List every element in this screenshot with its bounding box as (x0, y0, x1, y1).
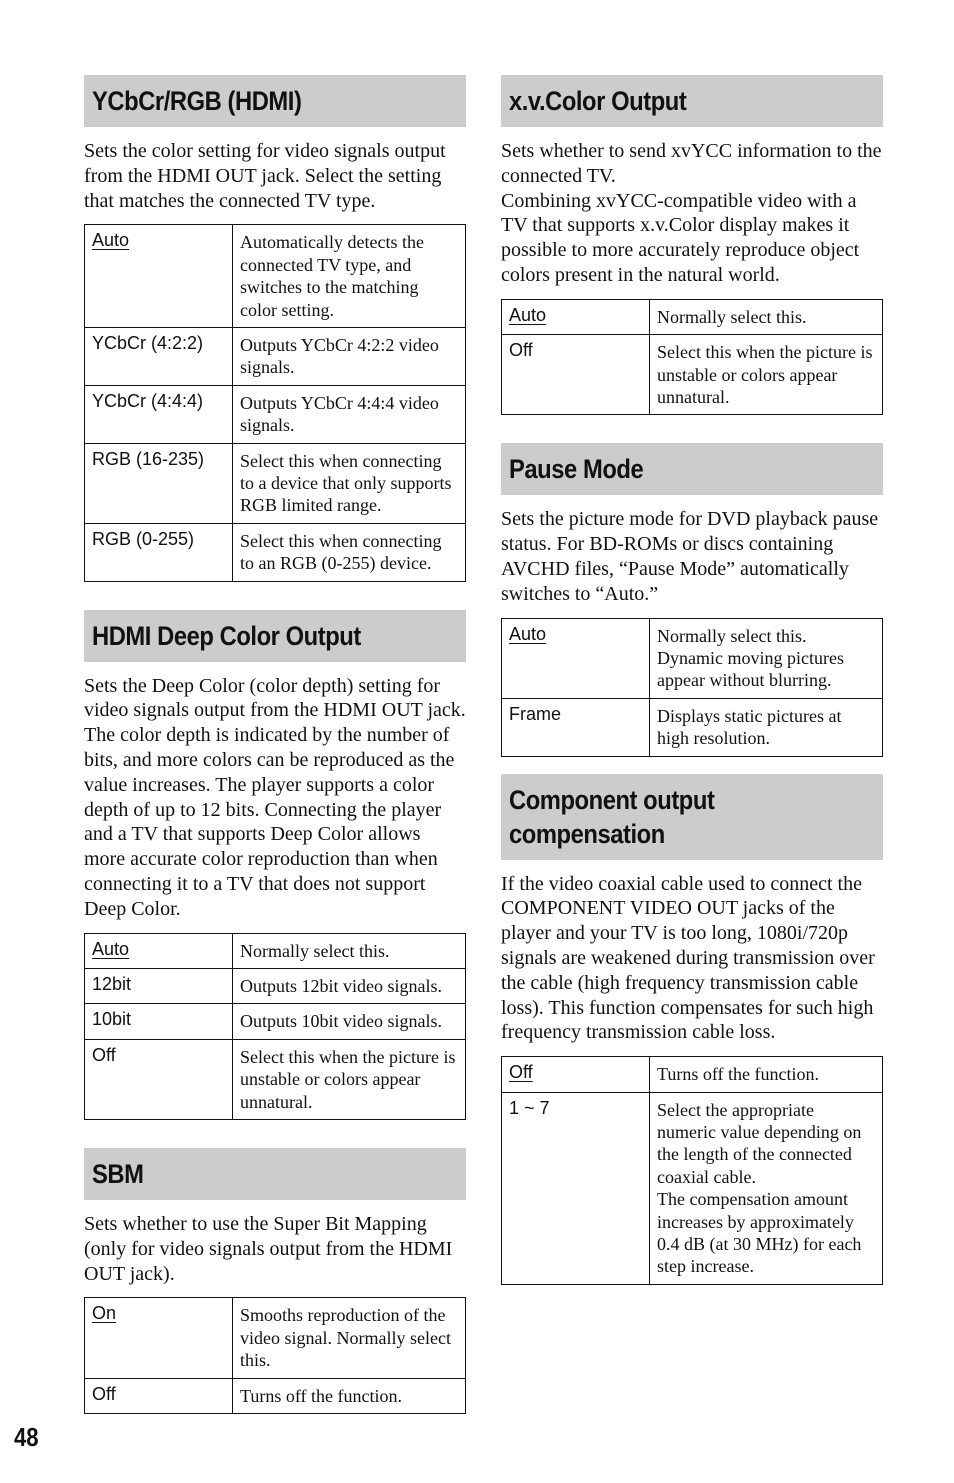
option-description: Smooths reproduction of the video signal. Normally select this. (233, 1298, 466, 1378)
left-column (84, 75, 466, 1414)
option-label: Off (502, 335, 650, 415)
option-description: Select this when connecting to a device that only supports RGB limited range. (233, 443, 466, 523)
section-title-hdmi-deep-color: HDMI Deep Color Output (84, 610, 466, 662)
option-label: 10bit (85, 1004, 233, 1039)
default-option-label: On (92, 1303, 117, 1324)
option-description: Select this when the picture is unstable or colors appear unnatural. (233, 1039, 466, 1119)
option-label: Off (85, 1378, 233, 1413)
option-label: YCbCr (4:4:4) (85, 385, 233, 443)
option-label (85, 933, 233, 968)
option-description: Normally select this. (650, 299, 883, 334)
table-row (502, 618, 883, 698)
section-title-sbm: SBM (84, 1148, 466, 1200)
option-description: Outputs 10bit video signals. (233, 1004, 466, 1039)
option-label: Frame (502, 698, 650, 756)
option-label (502, 618, 650, 698)
default-option-label: Auto (92, 230, 130, 251)
table-row (502, 1092, 883, 1284)
option-description: Turns off the function. (650, 1057, 883, 1092)
option-description: Outputs 12bit video signals. (233, 969, 466, 1004)
option-description: Displays static pictures at high resolution. (650, 698, 883, 756)
table-row (85, 1004, 466, 1039)
table-row (85, 523, 466, 581)
table-row (85, 328, 466, 386)
option-description: Automatically detects the connected TV type, and switches to the matching color setting. (233, 225, 466, 328)
default-option-label: Auto (509, 304, 547, 325)
default-option-label: Off (509, 1062, 533, 1083)
table-row (85, 1039, 466, 1119)
section-description: Sets whether to send xvYCC information to the connected TV. Combining xvYCC-compatible video with a TV that supports x.v.Color display makes it possible to more accurately reproduce object colors present in the natural world. (501, 140, 882, 286)
option-label: YCbCr (4:2:2) (85, 328, 233, 386)
option-description: Normally select this. Dynamic moving pictures appear without blurring. (650, 618, 883, 698)
default-option-label: Auto (509, 623, 547, 644)
table-row (85, 969, 466, 1004)
option-label: Off (85, 1039, 233, 1119)
section-description: If the video coaxial cable used to connect the COMPONENT VIDEO OUT jacks of the player and your TV is too long, 1080i/720p signals are weakened during transmission over the cable (high frequency transmission cable loss). This function compensates for such high frequency transmission cable loss. (501, 872, 875, 1044)
option-description: Turns off the function. (233, 1378, 466, 1413)
default-option-label: Auto (92, 938, 130, 959)
option-label (502, 299, 650, 334)
options-table-sbm (84, 1297, 466, 1414)
options-table-pause-mode (501, 618, 883, 757)
option-label: RGB (16-235) (85, 443, 233, 523)
section-title-xvcolor: x.v.Color Output (501, 75, 883, 127)
table-row (85, 933, 466, 968)
page-number: 48 (14, 1422, 39, 1452)
option-label (85, 1298, 233, 1378)
option-label: 1 ~ 7 (502, 1092, 650, 1284)
section-title-component-output: Component output compensation (501, 774, 883, 860)
table-row (502, 335, 883, 415)
options-table-ycbcr-rgb (84, 224, 466, 581)
option-description: Outputs YCbCr 4:4:4 video signals. (233, 385, 466, 443)
section-title-ycbcr-rgb: YCbCr/RGB (HDMI) (84, 75, 466, 127)
table-row (85, 385, 466, 443)
section-description: Sets the color setting for video signals output from the HDMI OUT jack. Select the setting that matches the connected TV type. (84, 140, 446, 212)
options-table-component-output (501, 1056, 883, 1285)
table-row (502, 1057, 883, 1092)
table-row (502, 698, 883, 756)
section-description: Sets the picture mode for DVD playback pause status. For BD-ROMs or discs containing AVCHD files, “Pause Mode” automatically switches to “Auto.” (501, 508, 879, 605)
table-row (85, 443, 466, 523)
option-description: Select the appropriate numeric value depending on the length of the connected coaxial cable. The compensation amount increases by approximately 0.4 dB (at 30 MHz) for each step increase. (650, 1092, 883, 1284)
table-row (85, 225, 466, 328)
right-column (501, 75, 883, 1285)
options-table-hdmi-deep-color (84, 933, 466, 1120)
option-label (502, 1057, 650, 1092)
option-description: Select this when connecting to an RGB (0-255) device. (233, 523, 466, 581)
section-title-pause-mode: Pause Mode (501, 443, 883, 495)
option-description: Outputs YCbCr 4:2:2 video signals. (233, 328, 466, 386)
option-description: Normally select this. (233, 933, 466, 968)
section-description: Sets the Deep Color (color depth) setting for video signals output from the HDMI OUT jack. The color depth is indicated by the number of bits, and more colors can be reproduced as the value increases. The player supports a color depth of up to 12 bits. Connecting the player and a TV that supports Deep Color allows more accurate color reproduction than when connecting it to a TV that does not support Deep Color. (84, 674, 466, 920)
table-row (85, 1298, 466, 1378)
table-row (502, 299, 883, 334)
option-label: RGB (0-255) (85, 523, 233, 581)
options-table-xvcolor (501, 299, 883, 416)
option-description: Select this when the picture is unstable or colors appear unnatural. (650, 335, 883, 415)
option-label: 12bit (85, 969, 233, 1004)
section-description: Sets whether to use the Super Bit Mapping (only for video signals output from the HDMI OUT jack). (84, 1213, 453, 1285)
option-label (85, 225, 233, 328)
table-row (85, 1378, 466, 1413)
